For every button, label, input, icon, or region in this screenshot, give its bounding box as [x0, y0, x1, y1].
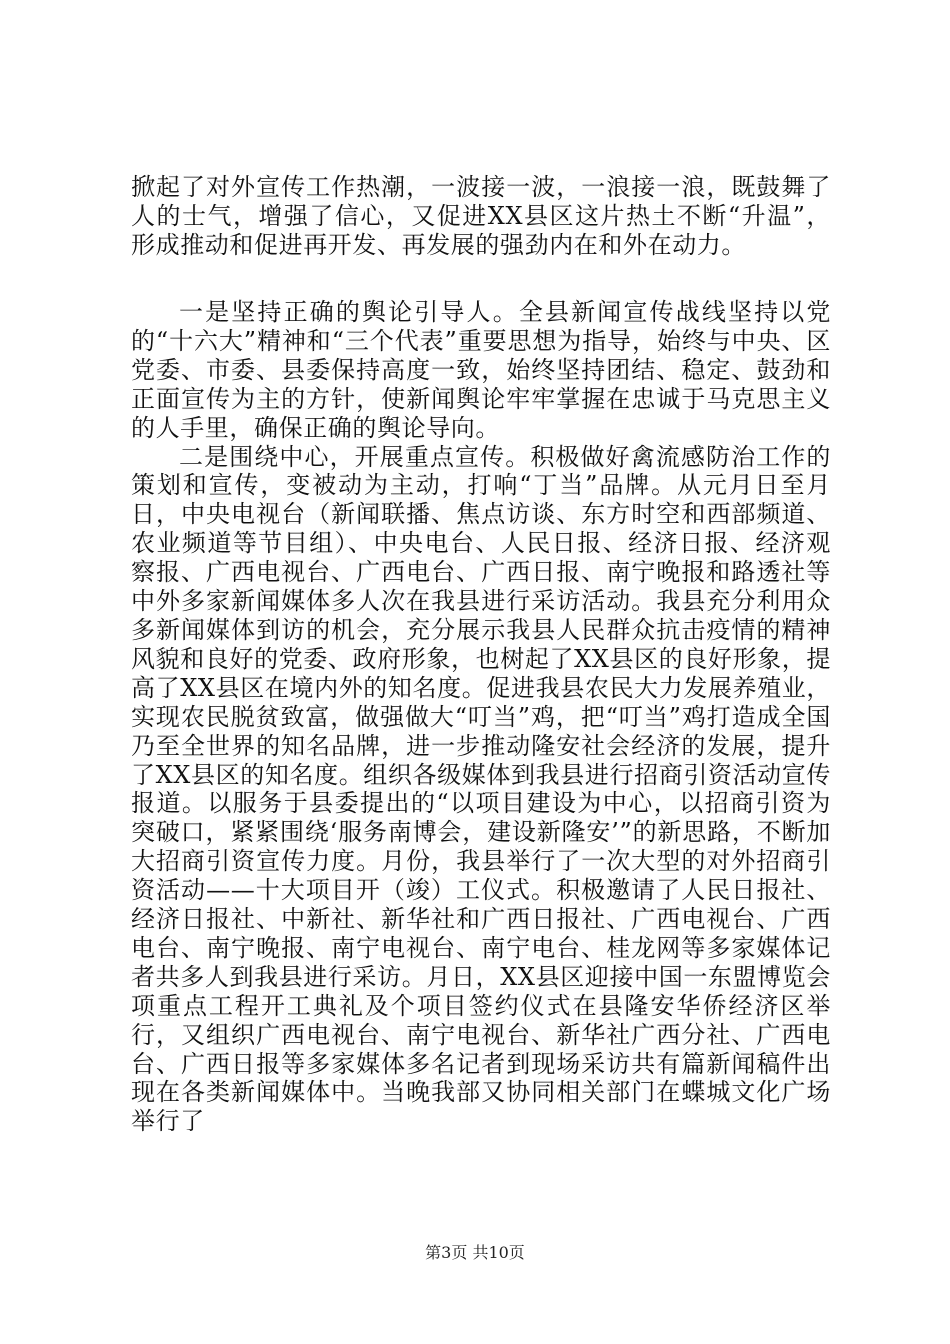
paragraph-text: 掀起了对外宣传工作热潮，一波接一波，一浪接一浪，既鼓舞了人的士气，增强了信心，又促进XX县区这片热土不断“升温”，形成推动和促进再开发、再发展的强劲内在和外在动力。: [131, 173, 831, 259]
body-paragraph-1: [131, 173, 831, 260]
body-paragraph-3: 二是围绕中心，开展重点宣传。积极做好禽流感防治工作的策划和宣传，变被动为主动，打响“丁当”品牌。从元月日至月日，中央电视台（新闻联播、焦点访谈、东方时空和西部频道、农业频道等节目组）、中央电台、人民日报、经济日报、经济观察报、广西电视台、广西电台、广西日报、南宁晚报和路透社等中外多家新闻媒体多人次在我县进行采访活动。我县充分利用众多新闻媒体到访的机会，充分展示我县人民群众抗击疫情的精神风貌和良好的党委、政府形象，也树起了XX县区的良好形象，提高了XX县区在境内外的知名度。促进我县农民大力发展养殖业，实现农民脱贫致富，做强做大“叮当”鸡，把“叮当”鸡打造成全国乃至全世界的知名品牌，进一步推动隆安社会经济的发展，提升了XX县区的知名度。组织各级媒体到我县进行招商引资活动宣传报道。以服务于县委提出的“以项目建设为中心，以招商引资为突破口，紧紧围绕‘服务南博会，建设新隆安’”的新思路，不断加大招商引资宣传力度。月份，我县举行了一次大型的对外招商引资活动——十大项目开（竣）工仪式。积极邀请了人民日报社、经济日报社、中新社、新华社和广西日报社、广西电视台、广西电台、南宁晚报、南宁电视台、南宁电台、桂龙网等多家媒体记者共多人到我县进行采访。月日，XX县区迎接中国一东盟博览会项重点工程开工典礼及个项目签约仪式在县隆安华侨经济区举行，又组织广西电视台、南宁电视台、新华社广西分社、广西电台、广西日报等多家媒体多名记者到现场采访共有篇新闻稿件出现在各类新闻媒体中。当晚我部又协同相关部门在蝶城文化广场举行了: [131, 442, 831, 1136]
body-paragraph-2: 一是坚持正确的舆论引导人。全县新闻宣传战线坚持以党的“十六大”精神和“三个代表”重要思想为指导，始终与中央、区党委、市委、县委保持高度一致，始终坚持团结、稳定、鼓劲和正面宣传为主的方针，使新闻舆论牢牢掌握在忠诚于马克思主义的人手里，确保正确的舆论导向。: [131, 298, 831, 442]
page-footer: [0, 1240, 950, 1263]
page-number: 第3页 共10页: [425, 1243, 525, 1262]
body-paragraphs: [131, 298, 831, 1136]
